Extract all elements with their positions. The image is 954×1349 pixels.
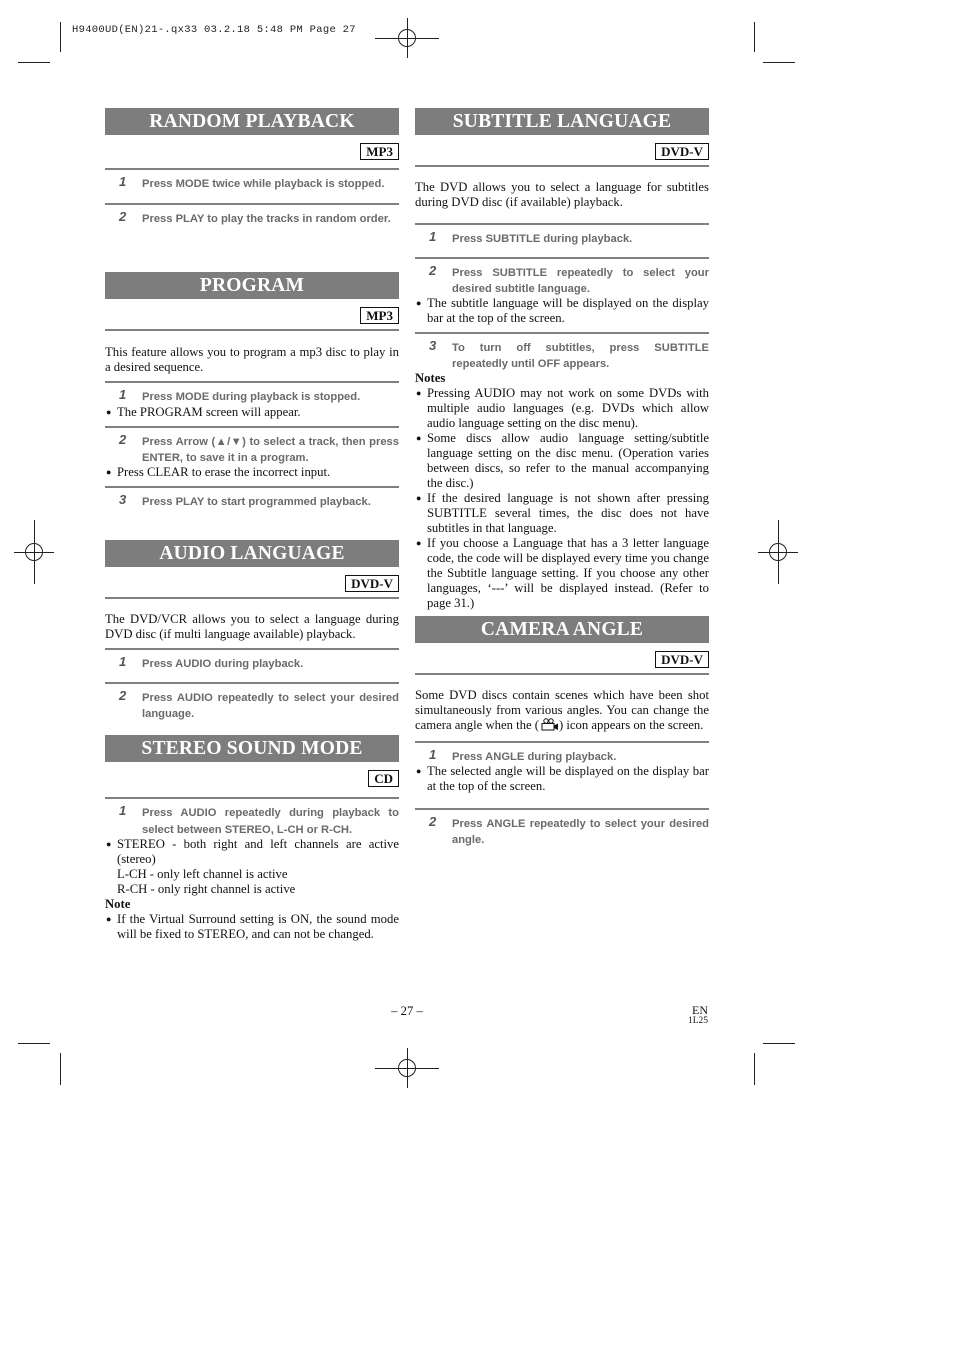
subtitle-step-3: 3 To turn off subtitles, press SUBTITLE repeatedly until OFF appears. bbox=[415, 332, 709, 376]
subtitle-language-tag: DVD-V bbox=[655, 143, 709, 160]
random-step-2: 2 Press PLAY to play the tracks in random order. bbox=[105, 203, 399, 231]
subtitle-note-3: ● If the desired language is not shown after pressing SUBTITLE several times, the disc does not have subtitles in that language. bbox=[416, 490, 709, 535]
program-step-3: 3 Press PLAY to start programmed playback. bbox=[105, 486, 399, 514]
camera-angle-tag: DVD-V bbox=[655, 651, 709, 668]
audio-language-title: AUDIO LANGUAGE bbox=[105, 540, 399, 567]
audio-language-section bbox=[105, 540, 399, 726]
subtitle-intro: The DVD allows you to select a language for subtitles during DVD disc (if available) playback. bbox=[415, 180, 709, 209]
subtitle-language-title: SUBTITLE LANGUAGE bbox=[415, 108, 709, 135]
camera-angle-title: CAMERA ANGLE bbox=[415, 616, 709, 643]
stereo-bullet: ● STEREO - both right and left channels are active (stereo) bbox=[106, 837, 399, 866]
random-playback-tag: MP3 bbox=[360, 143, 399, 160]
program-step-1: 1 Press MODE during playback is stopped. bbox=[105, 381, 399, 409]
subtitle-note-1: ● Pressing AUDIO may not work on some DVDs with multiple audio languages (e.g. DVDs which allow audio language setting on the disc menu). bbox=[416, 385, 709, 430]
stereo-lch: L-CH - only left channel is active bbox=[117, 867, 288, 881]
random-playback-title: RANDOM PLAYBACK bbox=[105, 108, 399, 135]
camera-step-1: 1 Press ANGLE during playback. bbox=[415, 741, 709, 769]
program-step-2-bullet: ● Press CLEAR to erase the incorrect input. bbox=[106, 464, 331, 479]
camera-step-1-bullet: ● The selected angle will be displayed on the display bar at the top of the screen. bbox=[416, 763, 709, 793]
program-step-2: 2 Press Arrow (▲/▼) to select a track, then press ENTER, to save it in a program. bbox=[105, 426, 399, 470]
subtitle-language-section bbox=[415, 108, 709, 611]
stereo-step-1: 1 Press AUDIO repeatedly during playback to select between STEREO, L-CH or R-CH. bbox=[105, 797, 399, 841]
program-intro: This feature allows you to program a mp3 disc to play in a desired sequence. bbox=[105, 345, 399, 374]
stereo-rch: R-CH - only right channel is active bbox=[117, 882, 296, 896]
camera-step-2: 2 Press ANGLE repeatedly to select your desired angle. bbox=[415, 808, 709, 852]
language-code: EN bbox=[692, 1003, 708, 1017]
document-code: 1L25 bbox=[687, 1016, 708, 1026]
subtitle-note-4: ● If you choose a Language that has a 3 letter language code, the code will be displayed every time you change the Subtitle language setting. If you choose any other languages, ‘---’ will be displayed instead. (Refer to page 31.) bbox=[416, 535, 709, 610]
page-number: – 27 – bbox=[391, 1004, 423, 1018]
camera-angle-intro: Some DVD discs contain scenes which have been shot simultaneously from various angles. You can change the camera angle when the ( ) icon appears on the screen. bbox=[415, 688, 709, 735]
stereo-note: ● If the Virtual Surround setting is ON, the sound mode will be fixed to STEREO, and can not be changed. bbox=[106, 912, 399, 941]
subtitle-notes-heading: Notes bbox=[415, 370, 446, 385]
program-step-1-bullet: ● The PROGRAM screen will appear. bbox=[106, 404, 301, 419]
print-header: H9400UD(EN)21-.qx33 03.2.18 5:48 PM Page 27 bbox=[72, 24, 356, 36]
audio-language-tag: DVD-V bbox=[345, 575, 399, 592]
program-title: PROGRAM bbox=[105, 272, 399, 299]
subtitle-step-2: 2 Press SUBTITLE repeatedly to select your desired subtitle language. bbox=[415, 257, 709, 301]
audio-step-2: 2 Press AUDIO repeatedly to select your desired language. bbox=[105, 682, 399, 726]
stereo-sound-mode-section bbox=[105, 735, 399, 942]
program-section bbox=[105, 272, 399, 513]
camera-angle-icon bbox=[539, 718, 559, 735]
subtitle-step-2-bullet: ● The subtitle language will be displayed on the display bar at the top of the screen. bbox=[416, 295, 709, 325]
stereo-sound-mode-tag: CD bbox=[368, 770, 399, 787]
stereo-note-heading: Note bbox=[105, 897, 131, 911]
subtitle-step-1: 1 Press SUBTITLE during playback. bbox=[415, 223, 709, 251]
audio-language-intro: The DVD/VCR allows you to select a language during DVD disc (if multi language available) playback. bbox=[105, 612, 399, 641]
stereo-sound-mode-title: STEREO SOUND MODE bbox=[105, 735, 399, 762]
audio-step-1: 1 Press AUDIO during playback. bbox=[105, 648, 399, 676]
subtitle-note-2: ● Some discs allow audio language setting/subtitle language setting on the disc menu. (Operation varies between discs, so refer to the manual accompanying the disc.) bbox=[416, 430, 709, 490]
random-step-1: 1 Press MODE twice while playback is stopped. bbox=[105, 168, 399, 196]
camera-angle-section bbox=[415, 616, 709, 852]
random-playback-section bbox=[105, 108, 399, 230]
program-tag: MP3 bbox=[360, 307, 399, 324]
